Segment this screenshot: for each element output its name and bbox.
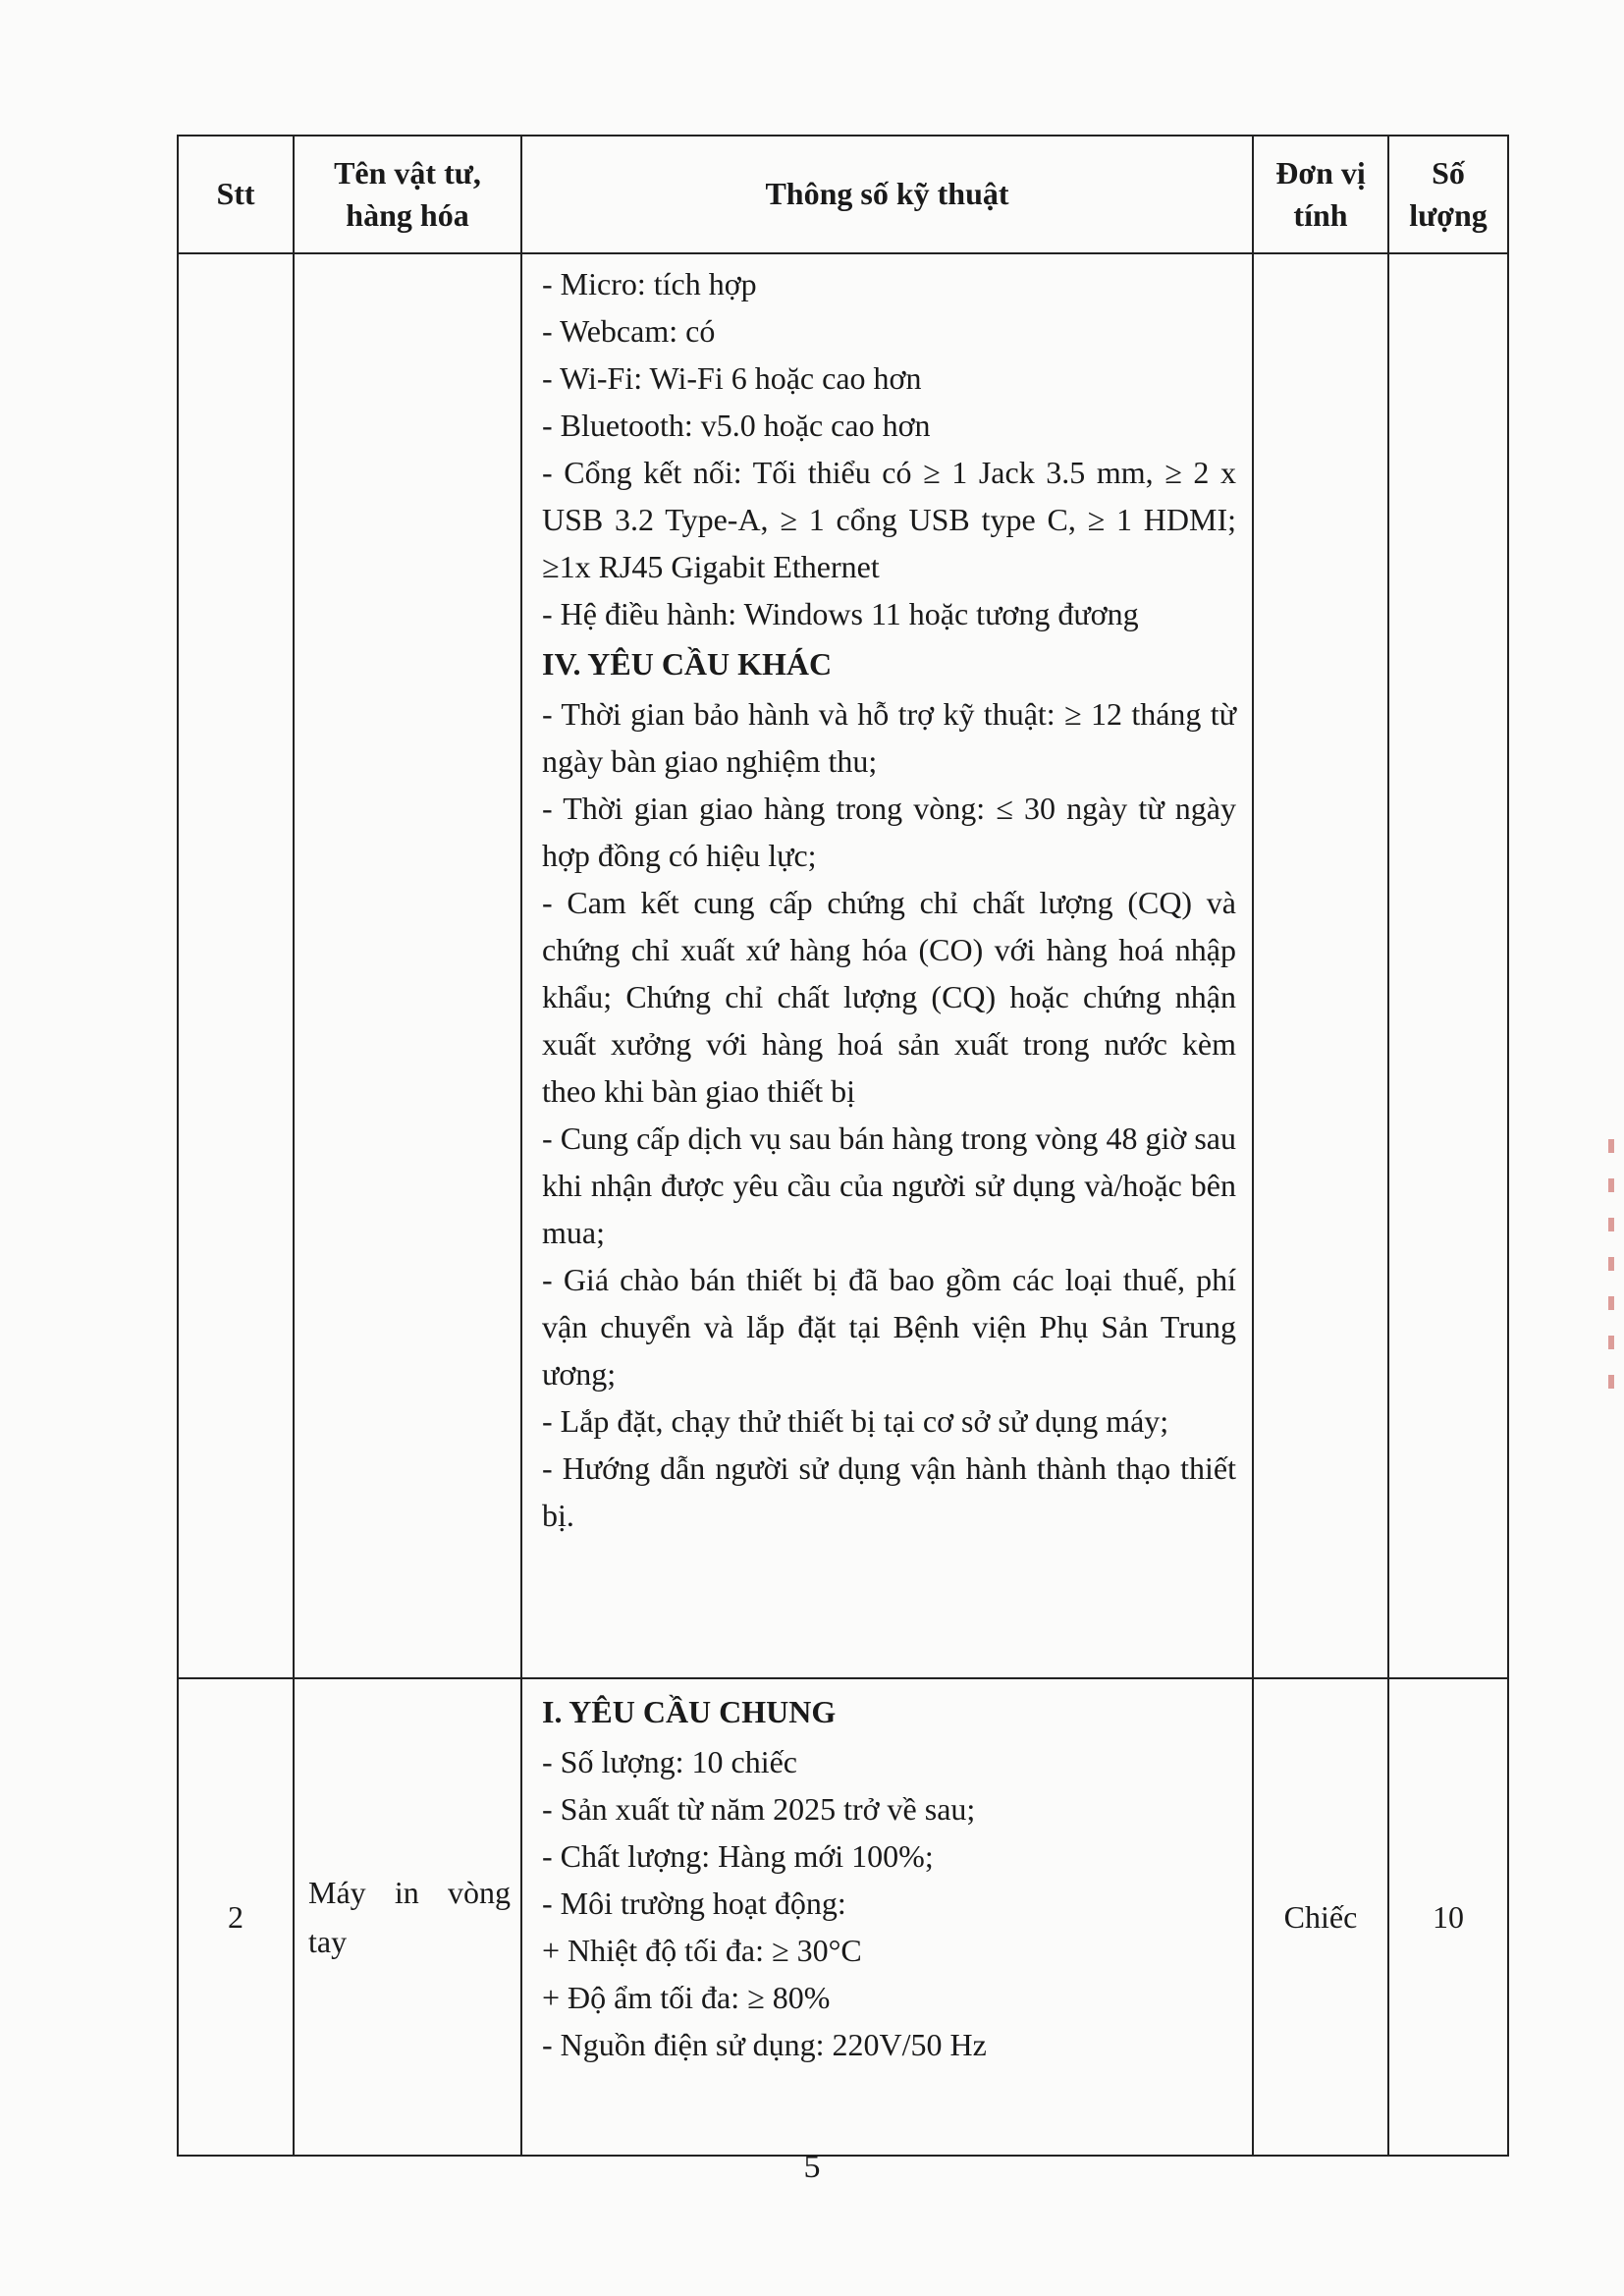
- spec-line: - Cam kết cung cấp chứng chỉ chất lượng (CQ) và chứng chỉ xuất xứ hàng hóa (CO) với hàng hoá nhập khẩu; Chứng chỉ chất lượng (CQ) hoặc chứng nhận xuất xưởng với hàng hoá sản xuất trong nước kèm theo khi bàn giao thiết bị: [542, 885, 1236, 1109]
- spec-line: - Micro: tích hợp: [542, 266, 757, 301]
- spec-line: - Lắp đặt, chạy thử thiết bị tại cơ sở sử dụng máy;: [542, 1403, 1169, 1439]
- spec-line: - Thời gian giao hàng trong vòng: ≤ 30 ngày từ ngày hợp đồng có hiệu lực;: [542, 791, 1236, 873]
- spec-line: - Bluetooth: v5.0 hoặc cao hơn: [542, 408, 931, 443]
- spec-line: - Hướng dẫn người sử dụng vận hành thành thạo thiết bị.: [542, 1450, 1236, 1533]
- spec-line: - Nguồn điện sử dụng: 220V/50 Hz: [542, 2027, 987, 2062]
- section-heading: I. YÊU CẦU CHUNG: [542, 1694, 837, 1729]
- spec-line: - Webcam: có: [542, 313, 716, 349]
- row1-specs: [521, 253, 1253, 1678]
- header-stt: Stt: [178, 136, 294, 253]
- spec-line: - Sản xuất từ năm 2025 trở về sau;: [542, 1791, 976, 1827]
- spec-line: - Môi trường hoạt động:: [542, 1886, 846, 1921]
- section-heading: IV. YÊU CẦU KHÁC: [542, 646, 833, 682]
- spec-line: + Độ ẩm tối đa: ≥ 80%: [542, 1980, 831, 2015]
- row1-item-name: [294, 253, 521, 1678]
- row1-unit: [1253, 253, 1388, 1678]
- spec-line: - Chất lượng: Hàng mới 100%;: [542, 1838, 934, 1874]
- spec-line: + Nhiệt độ tối đa: ≥ 30°C: [542, 1933, 862, 1968]
- specification-table: [177, 135, 1509, 2157]
- table-header-row: [178, 136, 1508, 253]
- row1-quantity: [1388, 253, 1508, 1678]
- header-unit: Đơn vị tính: [1253, 136, 1388, 253]
- spec-line: - Cung cấp dịch vụ sau bán hàng trong vòng 48 giờ sau khi nhận được yêu cầu của người sử dụng và/hoặc bên mua;: [542, 1121, 1236, 1250]
- header-quantity: Số lượng: [1388, 136, 1508, 253]
- row2-stt: 2: [178, 1678, 294, 2156]
- table-row: [178, 1678, 1508, 2156]
- row1-stt: [178, 253, 294, 1678]
- spec-line: - Cổng kết nối: Tối thiểu có ≥ 1 Jack 3.5 mm, ≥ 2 x USB 3.2 Type-A, ≥ 1 cổng USB type C, ≥ 1 HDMI; ≥1x RJ45 Gigabit Ethernet: [542, 455, 1236, 584]
- spec-line: - Wi-Fi: Wi-Fi 6 hoặc cao hơn: [542, 360, 922, 396]
- row2-specs: [521, 1678, 1253, 2156]
- table-row: [178, 253, 1508, 1678]
- spec-line: - Thời gian bảo hành và hỗ trợ kỹ thuật: ≥ 12 tháng từ ngày bàn giao nghiệm thu;: [542, 696, 1236, 779]
- page-number: 5: [803, 2149, 821, 2185]
- row2-quantity: 10: [1388, 1678, 1508, 2156]
- row2-unit: Chiếc: [1253, 1678, 1388, 2156]
- spec-line: - Hệ điều hành: Windows 11 hoặc tương đương: [542, 596, 1139, 631]
- row2-item-name: Máy in vòng tay: [294, 1678, 521, 2156]
- header-item-name: Tên vật tư, hàng hóa: [294, 136, 521, 253]
- margin-stamp-mark: [1608, 1139, 1614, 1394]
- spec-line: - Giá chào bán thiết bị đã bao gồm các loại thuế, phí vận chuyển và lắp đặt tại Bệnh viện Phụ Sản Trung ương;: [542, 1262, 1236, 1392]
- header-technical-specs: Thông số kỹ thuật: [521, 136, 1253, 253]
- spec-line: - Số lượng: 10 chiếc: [542, 1744, 797, 1779]
